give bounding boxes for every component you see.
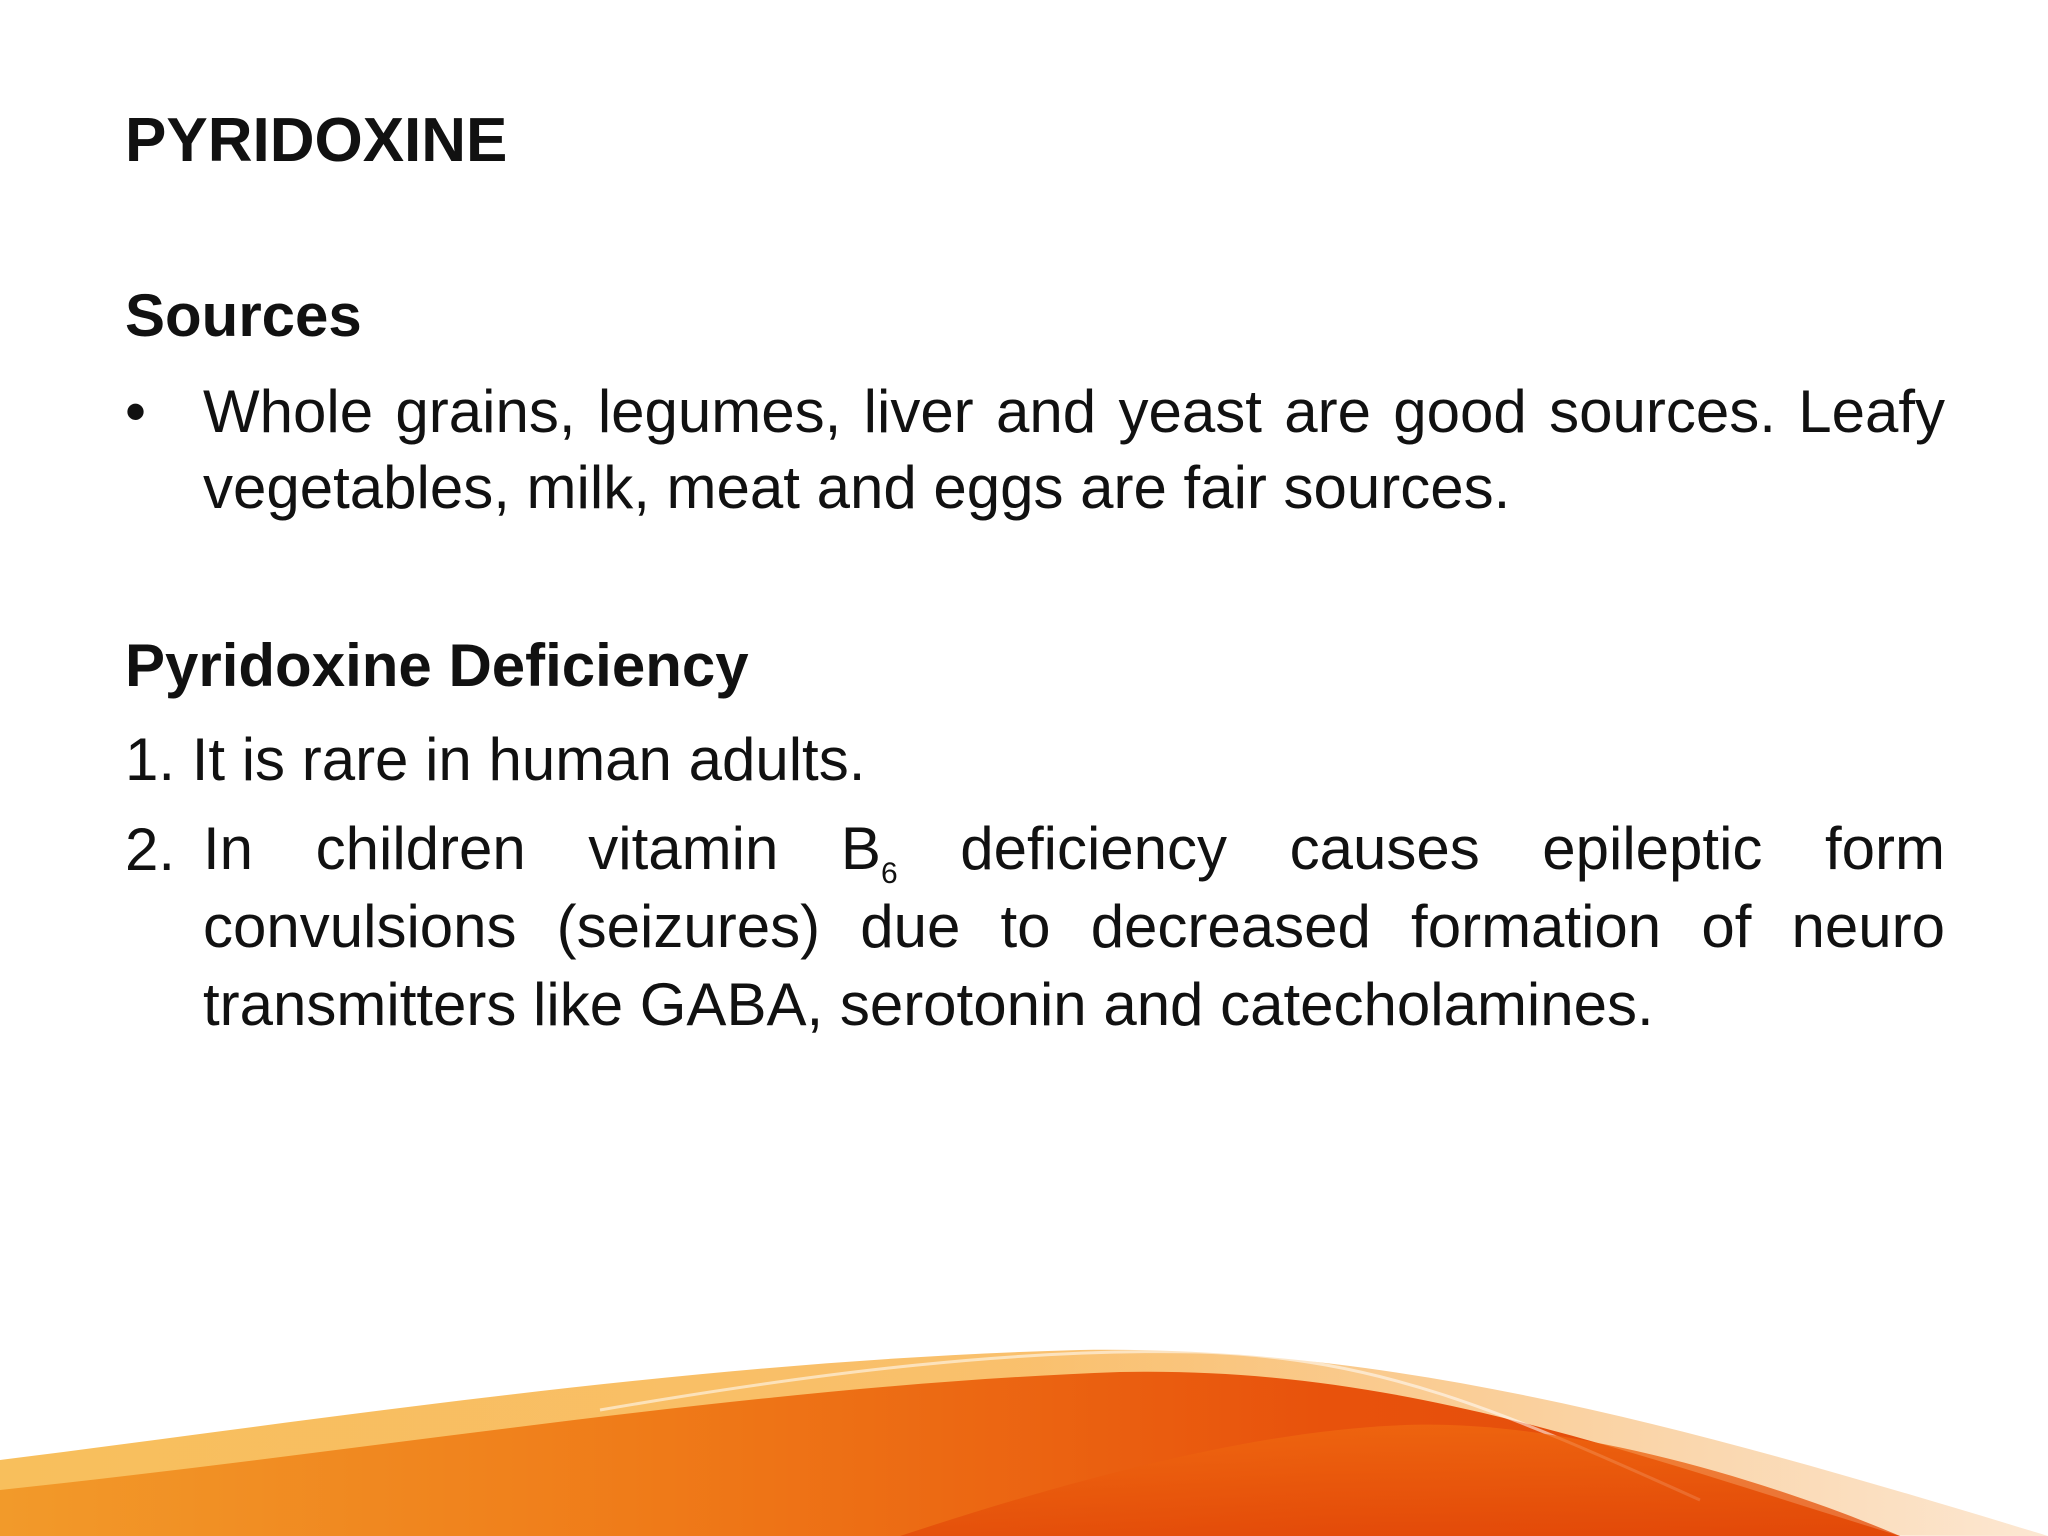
item-text xyxy=(203,810,1945,1044)
deficiency-item-2 xyxy=(125,810,1945,1044)
slide-title: PYRIDOXINE xyxy=(125,106,508,175)
bullet-marker: • xyxy=(125,378,147,445)
deficiency-heading: Pyridoxine Deficiency xyxy=(125,632,749,699)
vitamin-subscript: 6 xyxy=(880,857,898,890)
item-text: It is rare in human adults. xyxy=(191,726,866,793)
item-text-before: In children vitamin B xyxy=(203,815,881,882)
sources-heading: Sources xyxy=(125,282,362,349)
item-number: 2. xyxy=(125,816,176,883)
item-text-after: deficiency causes epileptic form convulsions (seizures) due to decreased formation of neuro transmitters like GABA, serotonin and catecholamines. xyxy=(203,815,1945,1038)
deficiency-item-1 xyxy=(125,722,865,798)
item-number: 1. xyxy=(125,726,176,793)
sources-bullet-item xyxy=(125,374,1945,526)
decorative-orange-wave xyxy=(0,1300,2048,1536)
sources-text: Whole grains, legumes, liver and yeast are good sources. Leafy vegetables, milk, meat and eggs are fair sources. xyxy=(203,378,1945,521)
